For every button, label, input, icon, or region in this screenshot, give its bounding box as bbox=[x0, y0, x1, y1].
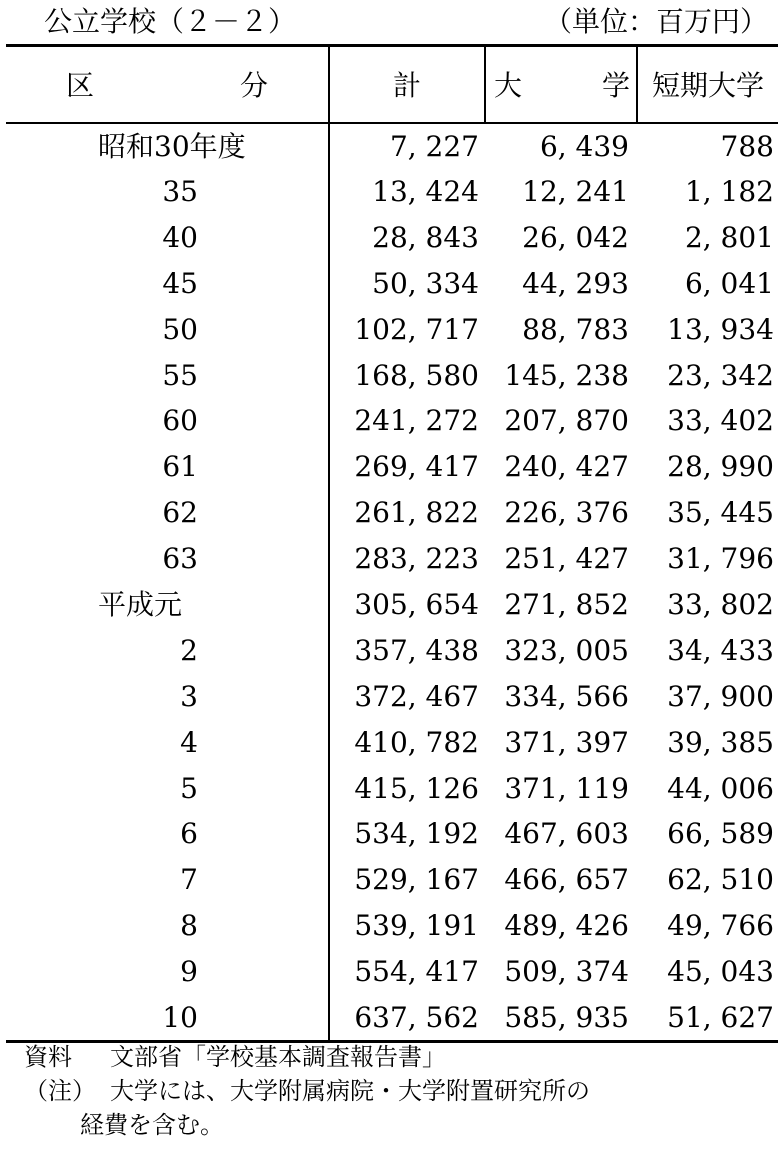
cell-total: 269, 417 bbox=[354, 450, 479, 484]
cell-junior-college: 13, 934 bbox=[667, 312, 774, 346]
cell-total: 13, 424 bbox=[372, 174, 479, 208]
unit-label: （単位：百万円） bbox=[543, 5, 768, 38]
cell-junior-college: 31, 796 bbox=[667, 542, 774, 576]
cell-university: 585, 935 bbox=[485, 995, 637, 1042]
footnotes bbox=[24, 1040, 590, 1142]
row-category-label: 60 bbox=[162, 404, 198, 438]
cell-total: 539, 191 bbox=[354, 909, 479, 943]
row-category-label: 7 bbox=[180, 863, 198, 897]
cell-university: 88, 783 bbox=[522, 312, 629, 346]
row-category bbox=[6, 490, 329, 536]
table-row bbox=[6, 582, 778, 628]
cell-total: 241, 272 bbox=[354, 404, 479, 438]
row-category-label: 8 bbox=[180, 909, 198, 943]
cell-university: 44, 293 bbox=[522, 266, 629, 300]
cell-university: 207, 870 bbox=[504, 404, 629, 438]
row-category-label: 50 bbox=[162, 312, 198, 346]
row-category-label: 61 bbox=[162, 450, 198, 484]
cell-total: 529, 167 bbox=[354, 863, 479, 897]
cell-university: 226, 376 bbox=[504, 496, 629, 530]
table-row bbox=[6, 765, 778, 811]
table-row bbox=[6, 949, 778, 995]
row-category-label: 40 bbox=[162, 220, 198, 254]
cell-junior-college: 49, 766 bbox=[667, 909, 774, 943]
cell-university: 26, 042 bbox=[522, 220, 629, 254]
cell-junior-college: 39, 385 bbox=[667, 725, 774, 759]
table-row bbox=[6, 995, 778, 1042]
source-label: 資料 bbox=[24, 1043, 72, 1071]
cell-junior-college: 66, 589 bbox=[667, 817, 774, 851]
row-category-label: 2 bbox=[180, 633, 198, 667]
cell-total: 168, 580 bbox=[354, 358, 479, 392]
table-row bbox=[6, 719, 778, 765]
row-category bbox=[6, 949, 329, 995]
row-category-label: 昭和30年度 bbox=[98, 129, 246, 163]
row-category bbox=[6, 765, 329, 811]
cell-university: 145, 238 bbox=[504, 358, 629, 392]
cell-university: 466, 657 bbox=[504, 863, 629, 897]
row-category bbox=[6, 627, 329, 673]
row-category-label: 45 bbox=[162, 266, 198, 300]
row-category-label: 10 bbox=[162, 1000, 198, 1034]
cell-junior-college: 28, 990 bbox=[667, 450, 774, 484]
row-category bbox=[6, 123, 329, 169]
cell-total: 305, 654 bbox=[354, 587, 479, 621]
row-category-label: 平成元 bbox=[98, 587, 183, 621]
cell-junior-college: 1, 182 bbox=[684, 174, 774, 208]
cell-university: 371, 397 bbox=[504, 725, 629, 759]
row-category-label: 9 bbox=[180, 955, 198, 989]
table-row bbox=[6, 627, 778, 673]
row-category bbox=[6, 169, 329, 215]
cell-university: 6, 439 bbox=[539, 129, 629, 163]
cell-junior-college: 35, 445 bbox=[667, 496, 774, 530]
cell-total: 102, 717 bbox=[354, 312, 479, 346]
cell-total: 372, 467 bbox=[354, 679, 479, 713]
row-category bbox=[6, 719, 329, 765]
cell-junior-college: 23, 342 bbox=[667, 358, 774, 392]
row-category-label: 35 bbox=[162, 174, 198, 208]
cell-university: 240, 427 bbox=[504, 450, 629, 484]
row-category-label: 6 bbox=[180, 817, 198, 851]
cell-university: 489, 426 bbox=[504, 909, 629, 943]
table-row bbox=[6, 398, 778, 444]
cell-junior-college: 33, 402 bbox=[667, 404, 774, 438]
cell-total: 357, 438 bbox=[354, 633, 479, 667]
row-category-label: 55 bbox=[162, 358, 198, 392]
row-category-label: 4 bbox=[180, 725, 198, 759]
table-row bbox=[6, 903, 778, 949]
university-header-left: 大 bbox=[494, 69, 523, 103]
cell-university: 371, 119 bbox=[504, 771, 629, 805]
cell-junior-college: 44, 006 bbox=[667, 771, 774, 805]
source-note bbox=[24, 1040, 590, 1074]
row-category bbox=[6, 582, 329, 628]
cell-university: 251, 427 bbox=[504, 542, 629, 576]
cell-junior-college: 34, 433 bbox=[667, 633, 774, 667]
expenditure-table bbox=[6, 44, 778, 1043]
table-body bbox=[6, 123, 778, 1042]
cell-total: 637, 562 bbox=[329, 995, 485, 1042]
cell-junior-college: 45, 043 bbox=[667, 955, 774, 989]
cell-total: 415, 126 bbox=[354, 771, 479, 805]
source-text: 文部省「学校基本調査報告書」 bbox=[110, 1043, 446, 1071]
table-row bbox=[6, 673, 778, 719]
row-category bbox=[6, 214, 329, 260]
cell-total: 283, 223 bbox=[354, 542, 479, 576]
cell-junior-college: 62, 510 bbox=[667, 863, 774, 897]
cell-university: 323, 005 bbox=[504, 633, 629, 667]
row-category-label: 3 bbox=[180, 679, 198, 713]
remark-label: （注） bbox=[24, 1077, 96, 1105]
cell-university: 334, 566 bbox=[504, 679, 629, 713]
column-header-category bbox=[6, 46, 329, 123]
cell-junior-college: 2, 801 bbox=[684, 220, 774, 254]
table-row bbox=[6, 123, 778, 169]
row-category bbox=[6, 673, 329, 719]
column-header-junior-college: 短期大学 bbox=[637, 46, 778, 123]
row-category bbox=[6, 398, 329, 444]
cell-junior-college: 51, 627 bbox=[637, 995, 778, 1042]
table-row bbox=[6, 444, 778, 490]
table-row bbox=[6, 214, 778, 260]
table-row bbox=[6, 306, 778, 352]
cell-total: 28, 843 bbox=[372, 220, 479, 254]
cell-university: 509, 374 bbox=[504, 955, 629, 989]
cell-junior-college: 6, 041 bbox=[684, 266, 774, 300]
row-category bbox=[6, 903, 329, 949]
column-header-total: 計 bbox=[329, 46, 485, 123]
table-title: 公立学校（２－２） bbox=[44, 5, 297, 38]
cell-university: 12, 241 bbox=[522, 174, 629, 208]
row-category-label: 63 bbox=[162, 542, 198, 576]
cell-junior-college: 788 bbox=[720, 129, 774, 163]
row-category-label: 5 bbox=[180, 771, 198, 805]
header-row bbox=[6, 46, 778, 123]
row-category bbox=[6, 857, 329, 903]
remark-line-1: 大学には、大学附属病院・大学附置研究所の bbox=[110, 1077, 590, 1105]
column-header-university bbox=[485, 46, 637, 123]
row-category bbox=[6, 352, 329, 398]
cell-university: 271, 852 bbox=[504, 587, 629, 621]
table-row bbox=[6, 260, 778, 306]
row-category bbox=[6, 811, 329, 857]
cell-total: 410, 782 bbox=[354, 725, 479, 759]
cell-total: 7, 227 bbox=[389, 129, 479, 163]
cell-total: 50, 334 bbox=[372, 266, 479, 300]
cell-junior-college: 33, 802 bbox=[667, 587, 774, 621]
cell-total: 261, 822 bbox=[354, 496, 479, 530]
remark-note bbox=[24, 1074, 590, 1108]
cell-total: 534, 192 bbox=[354, 817, 479, 851]
remark-line-2: 経費を含む。 bbox=[80, 1111, 224, 1139]
table-row bbox=[6, 352, 778, 398]
row-category bbox=[6, 444, 329, 490]
table-row bbox=[6, 857, 778, 903]
table-row bbox=[6, 169, 778, 215]
row-category-label: 62 bbox=[162, 496, 198, 530]
row-category bbox=[6, 260, 329, 306]
cell-university: 467, 603 bbox=[504, 817, 629, 851]
category-header-right: 分 bbox=[239, 69, 268, 103]
row-category bbox=[6, 995, 329, 1042]
row-category bbox=[6, 306, 329, 352]
cell-total: 554, 417 bbox=[354, 955, 479, 989]
row-category bbox=[6, 536, 329, 582]
cell-junior-college: 37, 900 bbox=[667, 679, 774, 713]
table-row bbox=[6, 490, 778, 536]
table-row bbox=[6, 536, 778, 582]
category-header-left: 区 bbox=[66, 69, 95, 103]
university-header-right: 学 bbox=[601, 69, 630, 103]
table-row bbox=[6, 811, 778, 857]
